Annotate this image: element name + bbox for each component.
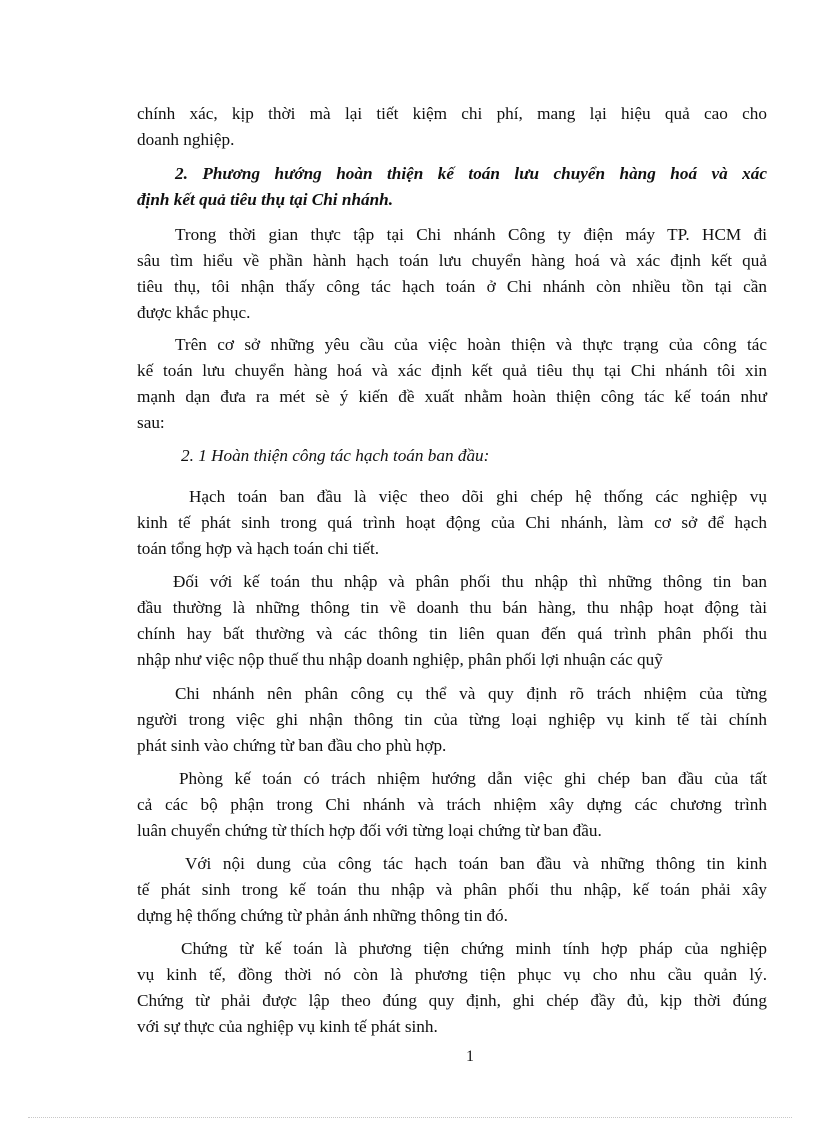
paragraph-line: Chứng từ phải được lập theo đúng quy định, ghi chép đầy đủ, kịp thời đúng (137, 991, 767, 1010)
paragraph-line: doanh nghiệp. (137, 130, 235, 149)
paragraph-line: mạnh dạn đưa ra mét sè ý kiến đề xuất nhằm hoàn thiện công tác kế toán như (137, 387, 767, 406)
paragraph-line: Trên cơ sở những yêu cầu của việc hoàn thiện và thực trạng của công tác (175, 335, 767, 354)
paragraph-line: sâu tìm hiểu về phần hành hạch toán lưu chuyển hàng hoá và xác định kết quả (137, 251, 767, 270)
paragraph-line: Chi nhánh nên phân công cụ thể và quy định rõ trách nhiệm của từng (175, 684, 767, 703)
paragraph-line: toán tổng hợp và hạch toán chi tiết. (137, 539, 380, 558)
paragraph-line: Phòng kế toán có trách nhiệm hướng dẫn việc ghi chép ban đầu của tất (179, 769, 767, 788)
page-bottom-divider (28, 1117, 792, 1118)
paragraph-line: nhập như việc nộp thuế thu nhập doanh nghiệp, phân phối lợi nhuận các quỹ (137, 650, 663, 669)
paragraph-line: vụ kinh tế, đồng thời nó còn là phương tiện phục vụ cho nhu cầu quản lý. (137, 965, 767, 984)
paragraph-line: sau: (137, 413, 165, 432)
paragraph-line: đầu thường là những thông tin về doanh thu bán hàng, thu nhập hoạt động tài (137, 598, 767, 617)
paragraph-line: chính hay bất thường và các thông tin liên quan đến quá trình phân phối thu (137, 624, 767, 643)
subsection-heading: 2. 1 Hoàn thiện công tác hạch toán ban đầu: (181, 446, 490, 465)
paragraph-line: Với nội dung của công tác hạch toán ban đầu và những thông tin kinh (185, 854, 767, 873)
paragraph-line: Hạch toán ban đầu là việc theo dõi ghi chép hệ thống các nghiệp vụ (189, 487, 767, 506)
paragraph-line: chính xác, kịp thời mà lại tiết kiệm chi phí, mang lại hiệu quả cao cho (137, 104, 767, 123)
paragraph-line: cả các bộ phận trong Chi nhánh và trách nhiệm xây dựng các chương trình (137, 795, 767, 814)
paragraph-line: kế toán lưu chuyển hàng hoá và xác định kết quả tiêu thụ tại Chi nhánh tôi xin (137, 361, 767, 380)
paragraph-line: Chứng từ kế toán là phương tiện chứng minh tính hợp pháp của nghiệp (181, 939, 767, 958)
paragraph-line: tiêu thụ, tôi nhận thấy công tác hạch toán ở Chi nhánh còn nhiều tồn tại cần (137, 277, 767, 296)
paragraph-line: tế phát sinh trong kế toán thu nhập và phân phối thu nhập, kế toán phải xây (137, 880, 767, 899)
paragraph-line: Đối với kế toán thu nhập và phân phối thu nhập thì những thông tin ban (173, 572, 767, 591)
paragraph-line: với sự thực của nghiệp vụ kinh tế phát sinh. (137, 1017, 438, 1036)
paragraph-line: được khắc phục. (137, 303, 251, 322)
section-heading: định kết quả tiêu thụ tại Chi nhánh. (137, 190, 394, 209)
paragraph-line: Trong thời gian thực tập tại Chi nhánh Công ty điện máy TP. HCM đi (175, 225, 767, 244)
paragraph-line: phát sinh vào chứng từ ban đầu cho phù hợp. (137, 736, 447, 755)
paragraph-line: người trong việc ghi nhận thông tin của từng loại nghiệp vụ kinh tế tài chính (137, 710, 767, 729)
section-heading: 2. Phương hướng hoàn thiện kế toán lưu chuyển hàng hoá và xác (175, 164, 767, 183)
page-number: 1 (466, 1048, 474, 1065)
paragraph-line: luân chuyển chứng từ thích hợp đối với từng loại chứng từ ban đầu. (137, 821, 602, 840)
paragraph-line: dựng hệ thống chứng từ phản ánh những thông tin đó. (137, 906, 508, 925)
paragraph-line: kinh tế phát sinh trong quá trình hoạt động của Chi nhánh, làm cơ sở để hạch (137, 513, 767, 532)
